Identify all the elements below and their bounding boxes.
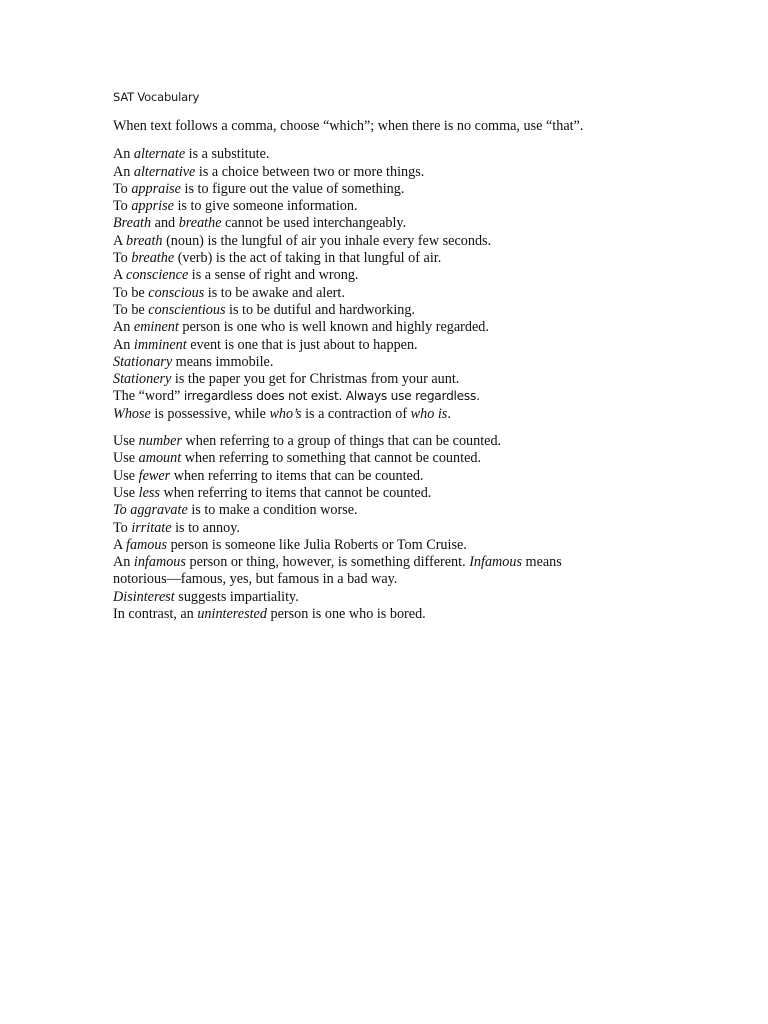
vocab-text: person or thing, however, is something different.: [185, 554, 470, 571]
vocab-text: person is someone like Julia Roberts or Tom Cruise.: [167, 536, 467, 553]
vocab-text: .: [447, 405, 451, 422]
vocab-text: is to be dutiful and hardworking.: [225, 301, 416, 318]
vocab-term: appraise: [131, 180, 181, 197]
vocab-line: [113, 406, 713, 423]
vocab-line: [113, 371, 713, 388]
vocab-term: Infamous: [469, 554, 522, 571]
vocab-text: when referring to items that cannot be counted.: [159, 484, 432, 501]
vocab-term: infamous: [133, 554, 186, 571]
vocab-term: Whose: [113, 405, 151, 422]
vocab-line: [113, 319, 713, 336]
vocab-text: is to be awake and alert.: [204, 284, 345, 301]
vocab-text: An: [113, 163, 134, 180]
vocab-text: means immobile.: [172, 353, 274, 370]
vocab-text: cannot be used interchangeably.: [221, 215, 407, 232]
vocab-line: [113, 388, 713, 405]
vocab-line: [113, 181, 713, 198]
vocab-text: is possessive, while: [150, 405, 270, 422]
vocab-text: is a choice between two or more things.: [195, 163, 425, 180]
vocab-line: [113, 354, 713, 371]
vocab-text: when referring to items that can be counted.: [170, 467, 424, 484]
vocab-term: breathe: [131, 250, 175, 267]
vocab-text: is to give someone information.: [173, 198, 358, 215]
vocab-term: who’s: [269, 405, 302, 422]
vocab-line: [113, 250, 713, 267]
vocab-group-1: [113, 146, 713, 423]
vocab-text: when referring to something that cannot be counted.: [181, 450, 482, 467]
vocab-text: An: [113, 336, 134, 353]
vocab-line: [113, 267, 713, 284]
vocab-line: [113, 502, 713, 519]
vocab-text: The “word”: [113, 388, 184, 405]
vocab-line: [113, 520, 713, 537]
vocab-term: eminent: [133, 319, 179, 336]
vocab-text: event is one that is just about to happen.: [186, 336, 418, 353]
vocab-text: A: [113, 267, 127, 284]
vocab-text: is a sense of right and wrong.: [188, 267, 359, 284]
vocab-text: An: [113, 146, 134, 163]
vocab-line: [113, 233, 713, 250]
vocab-line: [113, 468, 713, 485]
vocab-term: imminent: [133, 336, 187, 353]
vocab-text: A: [113, 536, 127, 553]
vocab-line: [113, 164, 713, 181]
vocab-term: breathe: [178, 215, 222, 232]
vocab-group-2: [113, 433, 713, 623]
vocab-text: An: [113, 554, 134, 571]
vocab-line: [113, 554, 713, 571]
vocab-text: is the paper you get for Christmas from your aunt.: [171, 371, 460, 388]
vocab-text: To be: [113, 284, 149, 301]
vocab-text: person is one who is well known and highly regarded.: [178, 319, 489, 336]
vocab-text: notorious—famous, yes, but famous in a bad way.: [113, 571, 398, 588]
vocab-term: number: [138, 433, 182, 450]
vocab-line: [113, 485, 713, 502]
vocab-term: alternate: [133, 146, 186, 163]
vocab-term: Breath: [113, 215, 152, 232]
vocab-term: conscience: [126, 267, 189, 284]
vocab-term: uninterested: [197, 606, 267, 623]
vocab-text: irregardless does not exist. Always use regardless.: [183, 389, 480, 404]
intro-line: When text follows a comma, choose “which”; when there is no comma, use “that”.: [113, 118, 584, 134]
vocab-term: less: [138, 484, 160, 501]
vocab-text: (verb) is the act of taking in that lungful of air.: [174, 250, 442, 267]
vocab-term: conscious: [148, 284, 205, 301]
document-page: [113, 90, 713, 623]
vocab-line: [113, 337, 713, 354]
vocab-text: when referring to a group of things that can be counted.: [181, 433, 502, 450]
vocab-line: [113, 302, 713, 319]
vocab-term: Stationary: [113, 353, 173, 370]
vocab-term: amount: [138, 450, 182, 467]
vocab-text: and: [151, 215, 179, 232]
vocab-term: who is: [410, 405, 448, 422]
vocab-term: irritate: [131, 519, 172, 536]
vocab-text: Use: [113, 484, 139, 501]
vocab-term: breath: [126, 232, 163, 249]
paragraph-gap: [113, 423, 713, 433]
vocab-text: To: [113, 198, 132, 215]
vocab-line: [113, 146, 713, 163]
vocab-line: [113, 537, 713, 554]
vocab-text: Use: [113, 433, 139, 450]
vocab-text: Use: [113, 450, 139, 467]
vocab-text: Use: [113, 467, 139, 484]
vocab-line: [113, 198, 713, 215]
vocab-text: is to annoy.: [171, 519, 240, 536]
vocab-text: is to make a condition worse.: [187, 502, 358, 519]
vocab-term: apprise: [131, 198, 174, 215]
vocab-text: To be: [113, 301, 149, 318]
document-title: SAT Vocabulary: [113, 90, 200, 104]
vocab-line: [113, 589, 713, 606]
vocab-text: is to figure out the value of something.: [180, 180, 405, 197]
vocab-line: [113, 450, 713, 467]
vocab-text: suggests impartiality.: [174, 588, 299, 605]
vocab-text: To: [113, 519, 132, 536]
vocab-term: To aggravate: [113, 502, 188, 519]
vocab-text: is a substitute.: [185, 146, 270, 163]
vocab-text: In contrast, an: [113, 606, 198, 623]
vocab-text: A: [113, 232, 127, 249]
vocab-text: person is one who is bored.: [266, 606, 426, 623]
vocab-text: is a contraction of: [301, 405, 411, 422]
vocab-text: To: [113, 250, 132, 267]
vocab-line: [113, 571, 713, 588]
vocab-term: Stationery: [113, 371, 172, 388]
vocab-term: conscientious: [148, 301, 226, 318]
vocab-term: fewer: [138, 467, 171, 484]
vocab-line: [113, 285, 713, 302]
vocab-term: alternative: [133, 163, 196, 180]
vocab-text: An: [113, 319, 134, 336]
vocab-line: [113, 215, 713, 232]
vocab-text: means: [522, 554, 562, 571]
vocab-text: (noun) is the lungful of air you inhale every few seconds.: [162, 232, 492, 249]
vocab-term: Disinterest: [113, 588, 175, 605]
vocab-line: [113, 433, 713, 450]
vocab-term: famous: [126, 536, 168, 553]
vocab-line: [113, 606, 713, 623]
vocab-text: To: [113, 180, 132, 197]
